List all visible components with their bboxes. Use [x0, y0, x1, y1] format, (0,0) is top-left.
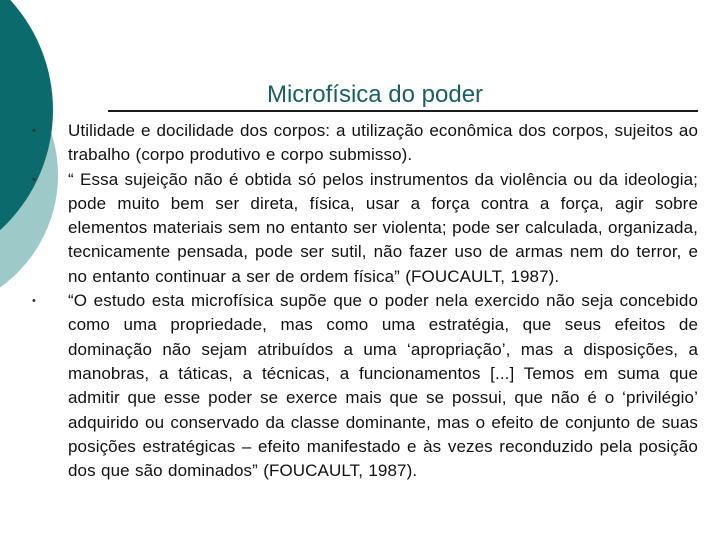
bullet-text: Utilidade e docilidade dos corpos: a utilização econômica dos corpos, sujeitos ao trabalho (corpo produtivo e corpo submisso).: [68, 121, 698, 165]
bullet-list: [32, 119, 698, 483]
bullet-item: [32, 168, 698, 289]
bullet-item: [32, 289, 698, 483]
bullet-text: “O estudo esta microfísica supõe que o poder nela exercido não seja concebido como uma propriedade, mas como uma estratégia, que seus efeitos de dominação não sejam atribuídos a uma ‘apropriação’, mas a disposições, a manobras, a táticas, a técnicas, a funcionamentos [...] Temos em suma que admitir que esse poder se exerce mais que se possui, que não é o ‘privilégio’ adquirido ou conservado da classe dominante, mas o efeito de conjunto de suas posições estratégicas – efeito manifestado e às vezes reconduzido pela posição dos que são dominados” (FOUCAULT, 1987).: [68, 291, 698, 481]
slide-title: Microfísica do poder: [266, 81, 484, 108]
bullet-marker: •: [32, 173, 36, 186]
bullet-item: [32, 119, 698, 168]
bullet-text: “ Essa sujeição não é obtida só pelos instrumentos da violência ou da ideologia; pode muito bem ser direta, física, usar a força contra a força, agir sobre elementos materiais sem no entanto ser violenta; pode ser calculada, organizada, tecnicamente pensada, pode ser sutil, não fazer uso de armas nem do terror, e no entanto continuar a ser de ordem física” (FOUCAULT, 1987).: [68, 169, 698, 286]
title-underline: [108, 110, 698, 112]
bullet-marker: •: [32, 295, 36, 308]
bullet-marker: •: [32, 125, 36, 137]
